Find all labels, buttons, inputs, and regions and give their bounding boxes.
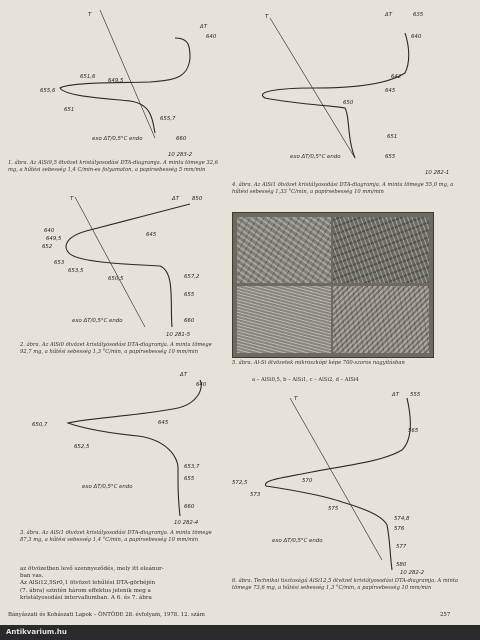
value-label: 660 — [184, 318, 195, 324]
figure-1-caption: 1. ábra. Az AlSi9,5 ötvözet kristályosodási DTA-diagramja. A minta tömege 32,6 mg, a hűtési sebesség 1,4 C/min-es folyamaton, a papírsebesség 5 mm/min — [8, 160, 218, 173]
figure-code: 10 282-4 — [174, 520, 199, 526]
figure-3-chart — [28, 368, 228, 528]
micrograph-d — [333, 286, 429, 353]
axis-formula: exo ΔT/0,5°C endo — [290, 154, 341, 160]
bottom-strip — [0, 625, 480, 640]
figure-code: 10 283-2 — [168, 152, 193, 158]
value-label: 650,5 — [108, 276, 124, 282]
body-paragraph — [20, 566, 220, 602]
delta-t-label: ΔT — [385, 12, 392, 18]
delta-t-label: ΔT — [392, 392, 399, 398]
figure-4-caption: 4. ábra. Az AlSi1 ötvözet kristályosodási DTA-diagramja. A minta tömege 55,0 mg, a hűtési sebesség 1,33 °C/min, a papírsebesség 10 mm/min — [232, 182, 454, 195]
value-label: 651,6 — [80, 74, 96, 80]
value-label: 655 — [184, 476, 195, 482]
t-label: T — [88, 12, 92, 18]
text-line: az ötvözetben levő szennyeződés, mely itt eleánur- — [20, 566, 164, 572]
text-line: ban vas. — [20, 573, 44, 580]
value-label: 577 — [396, 544, 407, 550]
text-line: Az AlSi12,5Sr0,1 ötvözet lehűlési DTA-görbéjén — [20, 580, 156, 587]
value-label: 574,8 — [394, 516, 410, 522]
figure-5-caption: 5. ábra. Al-Si ötvözetek mikroszkópi képe 700-szoros nagyításban — [232, 360, 405, 366]
figure-6-chart — [232, 390, 462, 576]
value-label: 640 — [196, 382, 207, 388]
figure-2-caption: 2. ábra. Az AlSi0 ötvözet kristályosodási DTA-diagramja. A minta tömege 92,7 mg, a hűtési sebesség 1,3 °C/min, a papírsebesség 10 mm/min — [20, 342, 212, 355]
t-label: T — [265, 14, 269, 20]
value-label: 640 — [44, 228, 55, 234]
micrograph-a — [237, 217, 331, 283]
t-label: T — [294, 396, 298, 402]
value-label: 570 — [302, 478, 313, 484]
figure-4-chart — [235, 8, 465, 178]
value-label: 565 — [408, 428, 419, 434]
watermark: Antikvarium.hu — [6, 628, 67, 636]
t-label: T — [70, 196, 74, 202]
axis-formula: exo ΔT/0,5°C endo — [72, 318, 123, 324]
value-label: 555 — [410, 392, 421, 398]
value-label: 635 — [413, 12, 424, 18]
value-label: 651 — [64, 107, 75, 113]
value-label: 573 — [250, 492, 261, 498]
value-label: 660 — [184, 504, 195, 510]
micrograph-b — [333, 217, 429, 283]
value-label: 655 — [184, 292, 195, 298]
value-label: 650 — [343, 100, 354, 106]
micrograph-panel — [232, 212, 434, 358]
text-line: kristályosodási intervallumban. A 6. és 7. ábra — [20, 594, 152, 601]
figure-1-chart — [40, 8, 230, 158]
axis-formula: exo ΔT/0,5°C endo — [92, 136, 143, 142]
value-label: 649,5 — [46, 236, 62, 242]
axis-formula: exo ΔT/0,5°C endo — [82, 484, 133, 490]
value-label: 572,5 — [232, 480, 248, 486]
temperature-line — [75, 197, 145, 327]
value-label: 660 — [176, 136, 187, 142]
dta-curve — [66, 204, 190, 327]
value-label: 651 — [387, 134, 398, 140]
value-label: 655,7 — [160, 116, 176, 122]
figure-code: 10 282-1 — [425, 170, 450, 176]
value-label: 642 — [391, 74, 402, 80]
value-label: 657,2 — [184, 274, 200, 280]
value-label: 653,5 — [68, 268, 84, 274]
value-label: 645 — [158, 420, 169, 426]
dta-curve — [265, 398, 410, 570]
value-label: 580 — [396, 562, 407, 568]
delta-t-label: ΔT — [172, 196, 179, 202]
value-label: 645 — [146, 232, 157, 238]
figure-6-caption: 6. ábra. Technikai tisztaságú AlSi12,5 ötvözet kristályosodási DTA-diagramja. A minta tömege 73,6 mg, a hűtési sebesség 1,3 °C/min, a papírsebesség 10 mm/min — [232, 578, 459, 591]
value-label: 645 — [385, 88, 396, 94]
figure-2-chart — [20, 192, 220, 340]
value-label: 650,7 — [32, 422, 48, 428]
value-label: 850 — [192, 196, 203, 202]
figure-code: 10 282-2 — [400, 570, 425, 576]
text-line: (7. ábra) szintén három effektus jelenik meg a — [20, 587, 151, 594]
value-label: 653 — [54, 260, 65, 266]
delta-t-label: ΔT — [180, 372, 187, 378]
value-label: 649,5 — [108, 78, 124, 84]
value-label: 576 — [394, 526, 405, 532]
value-label: 640 — [206, 34, 217, 40]
value-label: 655 — [385, 154, 396, 160]
temperature-line — [100, 10, 155, 138]
figure-code: 10 281-5 — [166, 332, 191, 338]
value-label: 655,6 — [40, 88, 56, 94]
page-number: 257 — [440, 612, 451, 618]
delta-t-label: ΔT — [200, 24, 207, 30]
value-label: 652,5 — [74, 444, 90, 450]
value-label: 652 — [42, 244, 53, 250]
micrograph-c — [237, 286, 331, 353]
figure-5-legend: a – AlSi0,5, b – AlSi1, c – AlSi2, d – AlSi4 — [252, 377, 359, 383]
value-label: 653,7 — [184, 464, 200, 470]
figure-3-caption: 3. ábra. Az AlSi1 ötvözet kristályosodási DTA-diagramja. A minta tömege 87,3 mg, a hűtési sebesség 1,4 °C/min, a papírsebesség 10 mm/min — [20, 530, 212, 543]
value-label: 640 — [411, 34, 422, 40]
axis-formula: exo ΔT/0,5°C endo — [272, 538, 323, 544]
value-label: 575 — [328, 506, 339, 512]
footer-journal: Bányászati és Kohászati Lapok – ÖNTÖDE 28. évfolyam, 1978. 12. szám — [8, 612, 205, 618]
